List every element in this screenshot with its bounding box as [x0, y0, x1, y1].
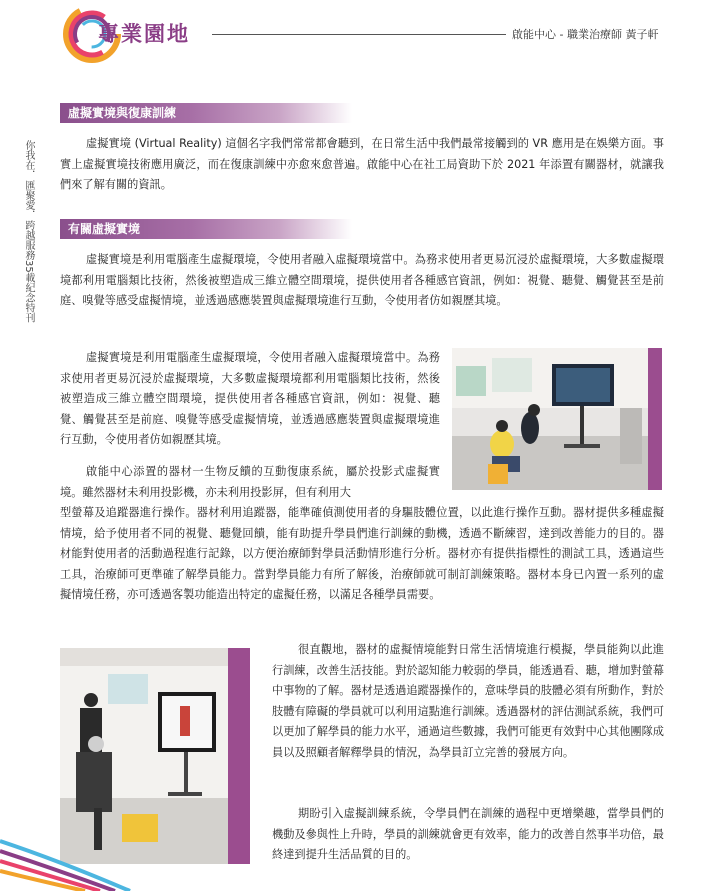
page-title: 專業園地 [98, 22, 190, 46]
side-publication-title: 你我在．匯聚愛．跨越服務35載紀念特刊 [23, 140, 34, 323]
author-byline: 啟能中心 - 職業治療師 黃子軒 [512, 28, 659, 41]
header-divider [212, 34, 506, 35]
paragraph-equipment-detail: 型螢幕及追蹤器進行操作。器材利用追蹤器，能準確偵測使用者的身驅肢體位置，以此進行操作互動。器材提供多種虛擬情境，給予使用者不同的視覺、聽覺回饋，能有助提升學員們進行訓練的動機，透過不斷練習，達到改善能力的目的。器材能對使用者的活動過程進行記錄，以方便治療師對學員活動情形進行分析。器材亦有提供指標性的測試工具，透過這些工具，治療師可更準確了解學員能力。當對學員能力有所了解後，治療師就可制訂訓練策略。器材本身已內置一系列的虛擬情境任務，亦可透過客製功能造出特定的虛擬任務，以滿足各種學員需要。 [60, 506, 664, 602]
paragraph-vr-definition: 虛擬實境是利用電腦產生虛擬環境，令使用者融入虛擬環境當中。為務求使用者更易沉浸於虛擬環境，大多數虛擬環境都利用電腦類比技術，然後被塑造成三維立體空間環境，提供使用者各種感官資訊，例如：視覺、聽覺、觸覺甚至是前庭、嗅覺等感受虛擬情境，並透過感應裝置與虛擬環境進行互動，令使用者仿如親歷其境。 [60, 253, 664, 308]
paragraph-equipment-lead: 啟能中心添置的器材一生物反饋的互動復康系統，屬於投影式虛擬實境。雖然器材未利用投影機，亦未利用投影屏，但有利用大 [60, 465, 440, 499]
section-heading-vr-rehab: 虛擬實境與復康訓練 [60, 103, 352, 123]
paragraph-vr-definition-repeat: 虛擬實境是利用電腦產生虛擬環境，令使用者融入虛擬環境當中。為務求使用者更易沉浸於虛擬環境，大多數虛擬環境都利用電腦類比技術，然後被塑造成三維立體空間環境，提供使用者各種感官資訊，例如：視覺、聽覺、觸覺甚至是前庭、嗅覺等感受虛擬情境，並透過感應裝置與虛擬環境進行互動，令使用者仿如親歷其境。 [60, 351, 440, 447]
paragraph-intro: 虛擬實境 (Virtual Reality) 這個名字我們常常都會聽到，在日常生活中我們最常接觸到的 VR 應用是在娛樂方面。事實上虛擬實境技術應用廣泛，而在復康訓練中亦愈來愈普遍。啟能中心在社工局資助下於 2021 年添置有關器材，就讓我們來了解有關的資訊。 [60, 137, 664, 192]
section-heading-about-vr: 有關虛擬實境 [60, 219, 352, 239]
photo-vr-training-room [452, 348, 662, 490]
paragraph-benefits: 很直觀地，器材的虛擬情境能對日常生活情境進行模擬，學員能夠以此進行訓練，改善生活技能。對於認知能力較弱的學員，能透過看、聽，增加對螢幕中事物的了解。器材是透過追蹤器操作的，意味學員的肢體必須有所動作，對於肢體有障礙的學員就可以利用這點進行訓練。透過器材的評估測試系統，我們可以更加了解學員的能力水平，通過這些數據，我們可能更有效對中心其他團隊成員以及照顧者解釋學員的情況，為學員訂立完善的發展方向。 [272, 643, 664, 759]
decorative-swoosh-icon [0, 781, 160, 891]
paragraph-conclusion: 期盼引入虛擬訓練系統，令學員們在訓練的過程中更增樂趣，當學員們的機動及參與性上升時，學員的訓練就會更有效率，能力的改善自然事半功倍，最終達到提升生活品質的目的。 [272, 807, 664, 862]
